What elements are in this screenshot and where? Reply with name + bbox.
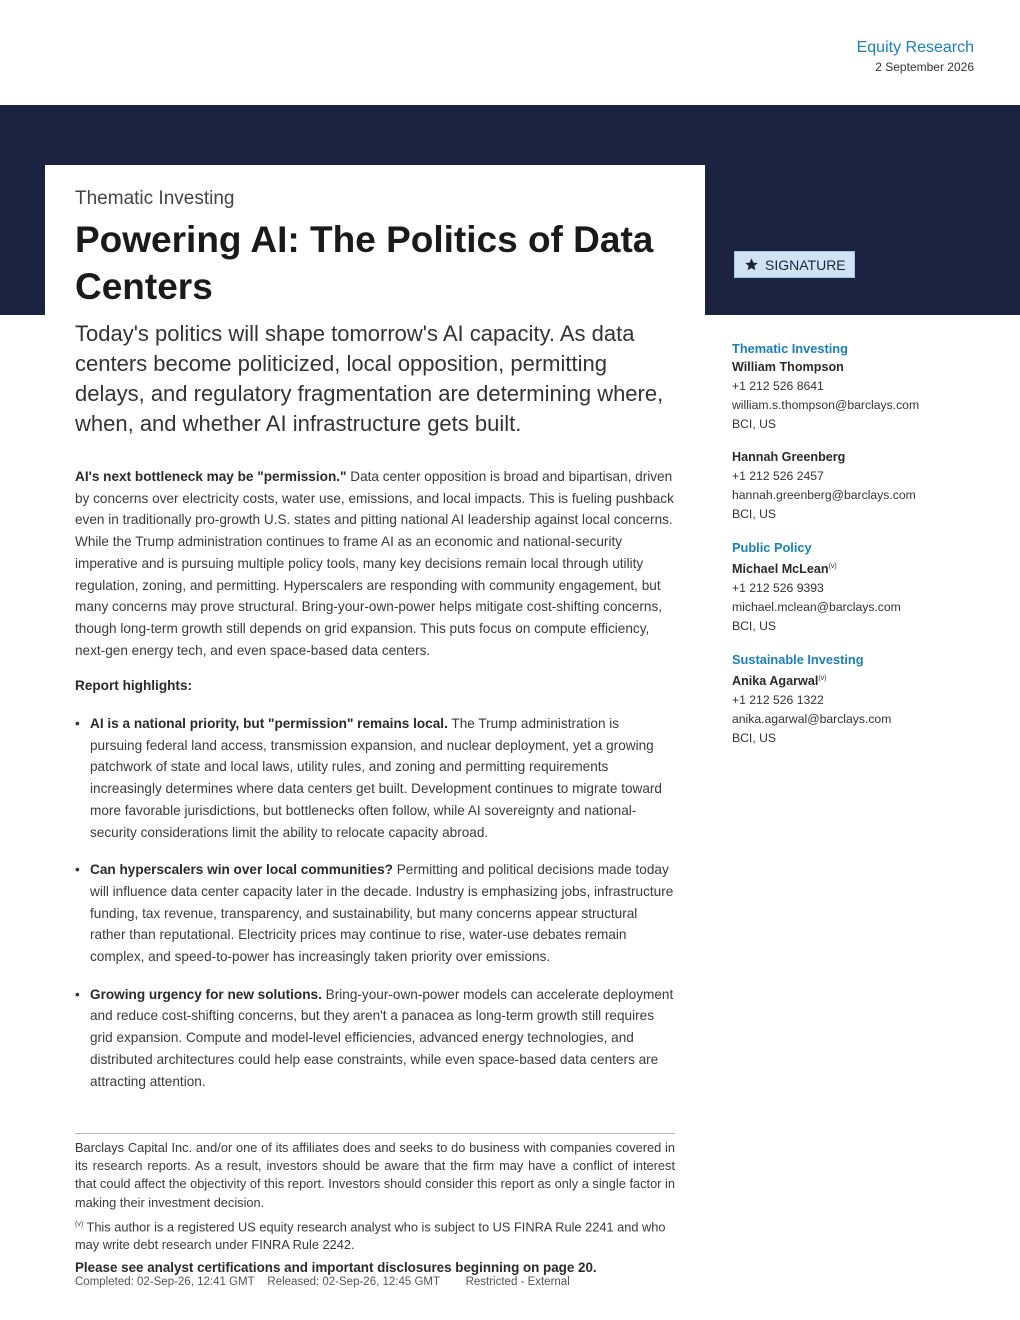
analyst-contact — [732, 557, 972, 636]
note-marker: (v) — [75, 1220, 84, 1228]
highlight-lead: Can hyperscalers win over local communities? — [90, 862, 393, 878]
highlight-body: Bring-your-own-power models can accelerate deployment and reduce cost-shifting concerns, but they aren't a panacea as long-term growth still requires grid expansion. Compute and model-level efficiencies, advanced energy technologies, and distributed architectures could help ease constraints, while even space-based data centers are attracting attention. — [90, 986, 674, 1089]
note-text: This author is a registered US equity research analyst who is subject to US FINRA Rule 2241 and who may write debt research under FINRA Rule 2242. — [75, 1219, 666, 1253]
analyst-email[interactable]: anika.agarwal@barclays.com — [732, 712, 892, 727]
analyst-entity: BCI, US — [732, 507, 777, 521]
signature-label: SIGNATURE — [765, 256, 846, 273]
list-item — [75, 713, 675, 843]
analyst-entity: BCI, US — [732, 417, 777, 431]
analyst-name: Michael McLean$^{(v)}$ — [732, 562, 837, 577]
analyst-phone: +1 212 526 8641 — [732, 379, 824, 393]
highlight-lead: Growing urgency for new solutions. — [90, 986, 322, 1002]
summary-paragraph — [75, 466, 675, 661]
analyst-contact — [732, 669, 972, 748]
analyst-entity: BCI, US — [732, 619, 777, 634]
section-title: Thematic Investing — [732, 341, 848, 356]
highlight-body: Permitting and political decisions made today will influence data center capacity later in the decade. Industry is emphasizing jobs, infrastructure funding, tax revenue, transparency, and sustainability, but many concerns appear structural rather than reputational. Electricity prices may continue to rise, water-use debates remain complex, and speed-to-power has increasingly taken priority over emissions. — [90, 862, 674, 965]
highlights-title: Report highlights: — [75, 678, 193, 694]
analyst-entity: BCI, US — [732, 731, 777, 746]
report-header — [857, 38, 974, 74]
analyst-phone: +1 212 526 1322 — [732, 693, 824, 708]
sidebar-section — [732, 538, 972, 636]
analyst-name: Anika Agarwal$^{(v)}$ — [732, 674, 827, 689]
list-item — [75, 984, 675, 1093]
signature-badge — [734, 251, 855, 278]
timestamps — [75, 1276, 675, 1288]
disclosure-footer — [75, 1133, 675, 1288]
analyst-marker: (v) — [818, 675, 827, 683]
analyst-sidebar — [732, 339, 972, 762]
analyst-note — [75, 1216, 675, 1255]
analyst-email[interactable]: michael.mclean@barclays.com — [732, 600, 901, 615]
star-icon — [744, 257, 759, 272]
disclosures-link: Please see analyst certifications and important disclosures beginning on page 20. — [75, 1260, 597, 1276]
released-time: Released: 02-Sep-26, 12:45 GMT — [267, 1276, 441, 1289]
department-label: Equity Research — [856, 39, 974, 56]
report-subtitle: Today's politics will shape tomorrow's AI capacity. As data centers become politicized, local opposition, permitting delays, and regulatory fragmentation are determining where, when, and whether AI infrastructure gets built. — [75, 321, 664, 436]
section-title: Public Policy — [732, 540, 812, 555]
analyst-marker: (v) — [828, 563, 837, 570]
report-kicker: Thematic Investing — [75, 188, 235, 209]
analyst-email[interactable]: william.s.thompson@barclays.com — [732, 398, 920, 412]
section-title: Sustainable Investing — [732, 652, 864, 668]
analyst-name: William Thompson — [732, 360, 844, 374]
analyst-phone: +1 212 526 2457 — [732, 469, 824, 483]
completed-time: Completed: 02-Sep-26, 12:41 GMT — [75, 1276, 255, 1289]
list-item — [75, 859, 675, 968]
analyst-contact — [732, 448, 972, 524]
analyst-name: Hannah Greenberg — [732, 450, 846, 464]
summary-body: Data center opposition is broad and bipartisan, driven by concerns over electricity costs, water use, emissions, and local impacts. This is fueling pushback even in traditionally pro-growth U.S. states and pitting national AI leadership against local concerns. While the Trump administration continues to frame AI as an economic and national-security imperative and is pursuing multiple policy tools, many key decisions remain local through utility regulation, zoning, and permitting. Hyperscalers are responding with community engagement, but many concerns may prove structural. Bring-your-own-power helps mitigate cost-shifting concerns, though long-term growth still depends on grid expansion. This puts focus on compute efficiency, next-gen energy tech, and even space-based data centers. — [75, 469, 674, 658]
analyst-email[interactable]: hannah.greenberg@barclays.com — [732, 488, 916, 502]
conflict-disclaimer: Barclays Capital Inc. and/or one of its affiliates does and seeks to do business with companies covered in its research reports. As a result, investors should be aware that the firm may have a conflict of interest that could affect the objectivity of this report. Investors should consider this report as only a single factor in making their investment decision. — [75, 1140, 675, 1210]
restriction-label: Restricted - External — [465, 1276, 570, 1289]
main-content — [75, 466, 675, 1108]
highlight-body: The Trump administration is pursuing federal land access, transmission expansion, and nuclear deployment, yet a growing patchwork of state and local laws, utility rules, and zoning and permitting requirements increasingly determines where data centers get built. Development continues to migrate toward more favorable jurisdictions, but bottlenecks often follow, while AI sovereignty and national-security considerations limit the ability to relocate capacity abroad. — [90, 716, 662, 840]
highlights-list — [75, 713, 675, 1092]
summary-lead: AI's next bottleneck may be "permission." — [75, 469, 347, 484]
sidebar-section — [732, 650, 972, 748]
sidebar-section — [732, 339, 972, 524]
analyst-contact — [732, 358, 972, 434]
report-title: Powering AI: The Politics of Data Centers — [75, 219, 654, 307]
highlight-lead: AI is a national priority, but "permission" remains local. — [90, 716, 448, 732]
analyst-phone: +1 212 526 9393 — [732, 581, 824, 596]
report-date: 2 September 2026 — [875, 60, 974, 74]
